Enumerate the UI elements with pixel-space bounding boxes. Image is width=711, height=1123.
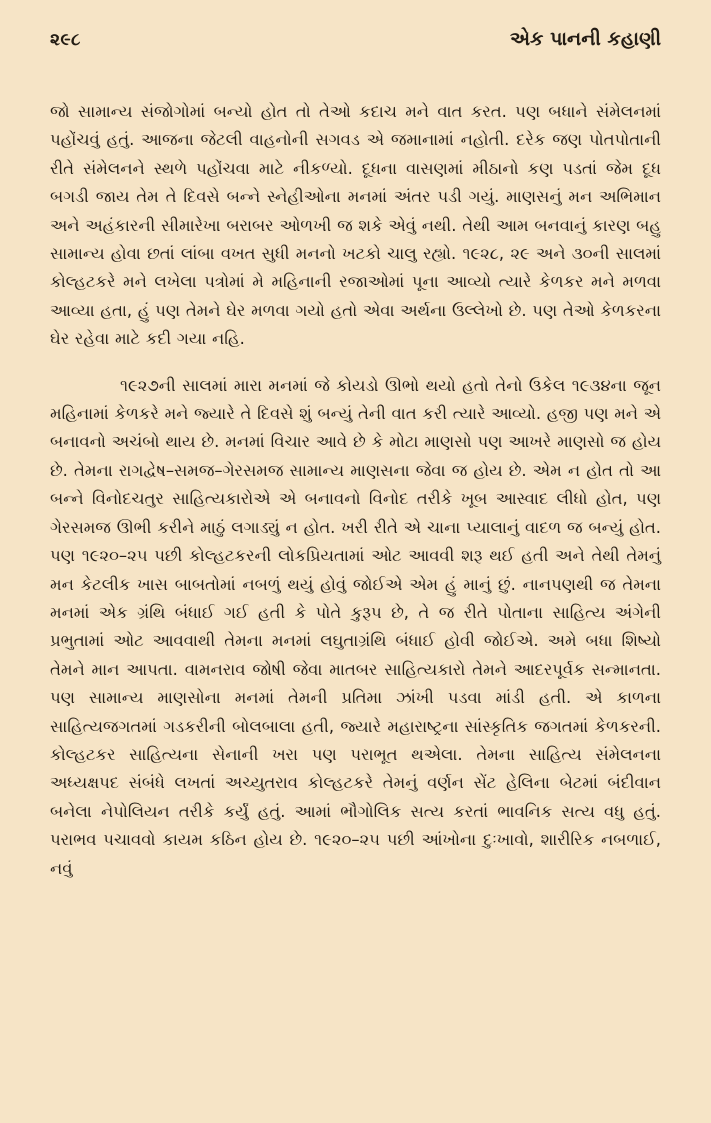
- running-title: એક પાનની કહાણી: [510, 28, 661, 50]
- paragraph-main: ૧૯૨૭ની સાલમાં મારા મનમાં જે કોયડો ઊભો થયો હતો તેનો ઉકેલ ૧૯૩૪ના જૂન મહિનામાં કેળકરે મને જ્યારે તે દિવસે શું બન્યું તેની વાત કરી ત્યારે આવ્યો. હજી પણ મને એ બનાવનો અચંબો થાય છે. મનમાં વિચાર આવે છે કે મોટા માણસો પણ આખરે માણસો જ હોય છે. તેમના રાગદ્વેષ–સમજ–ગેરસમજ સામાન્ય માણસના જેવા જ હોય છે. એમ ન હોત તો આ બન્ને વિનોદચતુર સાહિત્યકારોએ એ બનાવનો વિનોદ તરીકે ખૂબ આસ્વાદ લીધો હોત, પણ ગેરસમજ ઊભી કરીને માઠું લગાડ્યું ન હોત. ખરી રીતે એ ચાના પ્યાલાનું વાદળ જ બન્યું હોત. પણ ૧૯૨૦–૨૫ પછી કોલ્હટકરની લોકપ્રિયતામાં ઓટ આવવી શરૂ થઈ હતી અને તેથી તેમનું મન કેટલીક ખાસ બાબતોમાં નબળું થયું હોવું જોઈએ એમ હું માનું છું. નાનપણથી જ તેમના મનમાં એક ગ્રંથિ બંધાઈ ગઈ હતી કે પોતે કુરૂપ છે, તે જ રીતે પોતાના સાહિત્ય અંગેની પ્રભુતામાં ઓટ આવવાથી તેમના મનમાં લઘુતાગ્રંથિ બંધાઈ હોવી જોઈએ. અમે બધા શિષ્યો તેમને માન આપતા. વામનરાવ જોષી જેવા માતબર સાહિત્યકારો તેમને આદરપૂર્વક સન્માનતા. પણ સામાન્ય માણસોના મનમાં તેમની પ્રતિમા ઝાંખી પડવા માંડી હતી. એ કાળના સાહિત્યજગતમાં ગડકરીની બોલબાલા હતી, જ્યારે મહારાષ્ટ્રના સાંસ્કૃતિક જગતમાં કેળકરની. કોલ્હટકર સાહિત્યના સેનાની ખરા પણ પરાભૂત થએલા. તેમના સાહિત્ય સંમેલનના અધ્યક્ષપદ સંબંધે લખતાં અચ્યુતરાવ કોલ્હટકરે તેમનું વર્ણન સેંટ હેલિના બેટમાં બંદીવાન બનેલા નેપોલિયન તરીકે કર્યું હતું. આમાં ભૌગોલિક સત્ય કરતાં ભાવનિક સત્ય વધુ હતું. પરાભવ પચાવવો કાયમ કઠિન હોય છે. ૧૯૨૦–૨૫ પછી આંખોના દુઃખાવો, શારીરિક નબળાઈ, નવું: [50, 375, 662, 878]
- paragraph-continuation: જો સામાન્ય સંજોગોમાં બન્યો હોત તો તેઓ કદાચ મને વાત કરત. પણ બધાને સંમેલનમાં પહોંચવું હતું. આજના જેટલી વાહનોની સગવડ એ જમાનામાં નહોતી. દરેક જણ પોતપોતાની રીતે સંમેલનને સ્થળે પહોંચવા માટે નીકળ્યો. દૂધના વાસણમાં મીઠાનો કણ પડતાં જેમ દૂધ બગડી જાય તેમ તે દિવસે બન્ને સ્નેહીઓના મનમાં અંતર પડી ગયું. માણસનું મન અભિમાન અને અહંકારની સીમારેખા બરાબર ઓળખી જ શકે એવું નથી. તેથી આમ બનવાનું કારણ બહુ સામાન્ય હોવા છતાં લાંબા વખત સુધી મનનો ખટકો ચાલુ રહ્યો. ૧૯૨૮, ૨૯ અને ૩૦ની સાલમાં કોલ્હટકરે મને લખેલા પત્રોમાં મે મહિનાની રજાઓમાં પૂના આવ્યો ત્યારે કેળકર મને મળવા આવ્યા હતા, હું પણ તેમને ઘેર મળવા ગયો હતો એવા અર્થના ઉલ્લેખો છે. પણ તેઓ કેળકરના ઘેર રહેવા માટે કદી ગયા નહિ.: [50, 102, 661, 349]
- page-header: [50, 28, 661, 62]
- page-number: ૨૯૮: [50, 30, 81, 50]
